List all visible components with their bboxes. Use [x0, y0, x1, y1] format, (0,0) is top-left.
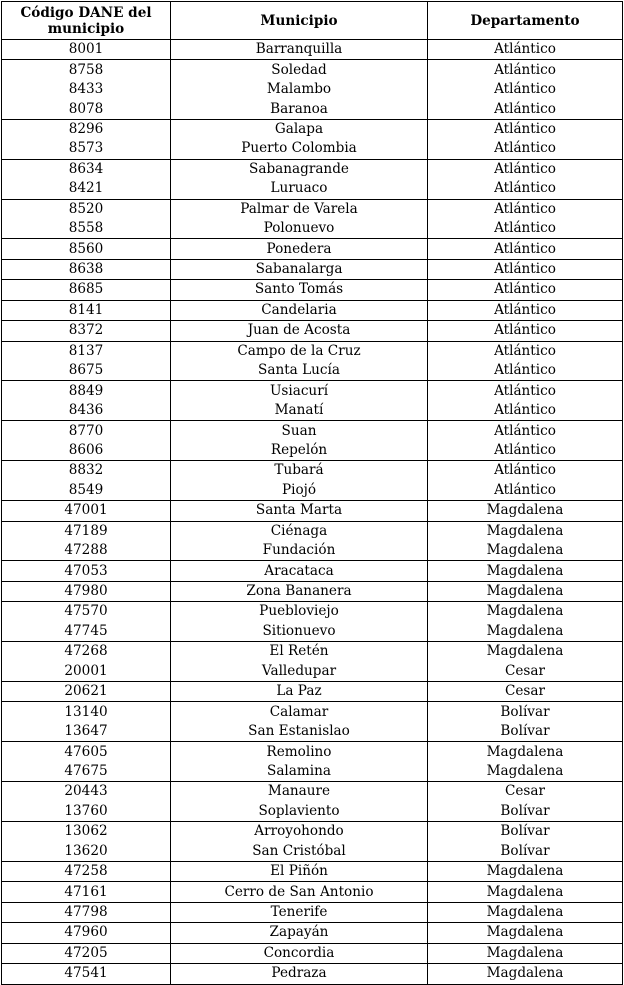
cell-departamento: Atlántico	[428, 361, 623, 381]
cell-departamento: Atlántico	[428, 421, 623, 441]
cell-code: 8634	[2, 159, 171, 179]
table-row	[2, 782, 623, 802]
table-row	[2, 421, 623, 441]
municipios-table	[1, 1, 623, 985]
cell-municipio: Ponedera	[171, 239, 428, 259]
cell-departamento: Magdalena	[428, 642, 623, 662]
table-row	[2, 521, 623, 541]
table-row	[2, 842, 623, 862]
cell-code: 20001	[2, 662, 171, 682]
table-row	[2, 822, 623, 842]
cell-code: 47541	[2, 964, 171, 984]
cell-departamento: Atlántico	[428, 461, 623, 481]
cell-municipio: El Piñón	[171, 861, 428, 881]
table-row	[2, 861, 623, 881]
cell-code: 8137	[2, 341, 171, 361]
table-row	[2, 401, 623, 421]
table-row	[2, 762, 623, 782]
cell-departamento: Atlántico	[428, 139, 623, 159]
table-row	[2, 461, 623, 481]
table-row	[2, 642, 623, 662]
cell-municipio: Zona Bananera	[171, 581, 428, 601]
table-body	[2, 40, 623, 985]
cell-municipio: Remolino	[171, 742, 428, 762]
cell-departamento: Magdalena	[428, 861, 623, 881]
cell-code: 47205	[2, 943, 171, 963]
cell-municipio: Fundación	[171, 541, 428, 561]
cell-code: 8078	[2, 99, 171, 119]
cell-departamento: Magdalena	[428, 902, 623, 922]
cell-departamento: Atlántico	[428, 401, 623, 421]
cell-municipio: Cerro de San Antonio	[171, 882, 428, 902]
cell-departamento: Atlántico	[428, 60, 623, 80]
cell-code: 8520	[2, 199, 171, 219]
table-row	[2, 60, 623, 80]
table-row	[2, 179, 623, 199]
table-header	[2, 2, 623, 40]
cell-departamento: Atlántico	[428, 40, 623, 60]
cell-municipio: Soledad	[171, 60, 428, 80]
cell-departamento: Magdalena	[428, 501, 623, 521]
cell-departamento: Magdalena	[428, 882, 623, 902]
cell-municipio: Candelaria	[171, 300, 428, 320]
cell-code: 8001	[2, 40, 171, 60]
cell-departamento: Magdalena	[428, 581, 623, 601]
cell-municipio: Juan de Acosta	[171, 321, 428, 341]
table-row	[2, 259, 623, 279]
cell-municipio: Galapa	[171, 119, 428, 139]
cell-municipio: Soplaviento	[171, 802, 428, 822]
table-row	[2, 722, 623, 742]
cell-departamento: Magdalena	[428, 742, 623, 762]
cell-departamento: Magdalena	[428, 561, 623, 581]
cell-departamento: Bolívar	[428, 802, 623, 822]
cell-code: 8638	[2, 259, 171, 279]
cell-departamento: Cesar	[428, 682, 623, 702]
cell-departamento: Atlántico	[428, 259, 623, 279]
cell-municipio: Manaure	[171, 782, 428, 802]
table-row	[2, 159, 623, 179]
cell-code: 8685	[2, 280, 171, 300]
cell-municipio: Salamina	[171, 762, 428, 782]
cell-municipio: Barranquilla	[171, 40, 428, 60]
table-row	[2, 300, 623, 320]
cell-code: 47053	[2, 561, 171, 581]
cell-code: 8421	[2, 179, 171, 199]
cell-departamento: Magdalena	[428, 521, 623, 541]
column-header-code: Código DANE del municipio	[2, 2, 171, 40]
cell-code: 20621	[2, 682, 171, 702]
table-row	[2, 80, 623, 99]
cell-municipio: Santa Lucía	[171, 361, 428, 381]
cell-municipio: Sitionuevo	[171, 622, 428, 642]
cell-code: 13140	[2, 702, 171, 722]
cell-code: 8549	[2, 481, 171, 501]
cell-code: 8573	[2, 139, 171, 159]
table-row	[2, 902, 623, 922]
cell-code: 8141	[2, 300, 171, 320]
cell-municipio: Polonuevo	[171, 219, 428, 239]
cell-departamento: Magdalena	[428, 541, 623, 561]
cell-municipio: Manatí	[171, 401, 428, 421]
cell-code: 47258	[2, 861, 171, 881]
table-row	[2, 361, 623, 381]
column-header-departamento: Departamento	[428, 2, 623, 40]
cell-municipio: Malambo	[171, 80, 428, 99]
cell-departamento: Atlántico	[428, 80, 623, 99]
cell-municipio: Palmar de Varela	[171, 199, 428, 219]
table-row	[2, 501, 623, 521]
cell-code: 47161	[2, 882, 171, 902]
cell-code: 47745	[2, 622, 171, 642]
cell-code: 47189	[2, 521, 171, 541]
cell-departamento: Magdalena	[428, 602, 623, 622]
cell-municipio: Santa Marta	[171, 501, 428, 521]
cell-municipio: Campo de la Cruz	[171, 341, 428, 361]
cell-municipio: Concordia	[171, 943, 428, 963]
cell-municipio: Baranoa	[171, 99, 428, 119]
cell-municipio: Aracataca	[171, 561, 428, 581]
cell-departamento: Atlántico	[428, 280, 623, 300]
table-row	[2, 441, 623, 461]
cell-code: 8433	[2, 80, 171, 99]
cell-departamento: Atlántico	[428, 481, 623, 501]
cell-code: 8560	[2, 239, 171, 259]
cell-municipio: Suan	[171, 421, 428, 441]
table-row	[2, 662, 623, 682]
cell-municipio: Repelón	[171, 441, 428, 461]
table-row	[2, 602, 623, 622]
table-row	[2, 702, 623, 722]
column-header-municipio: Municipio	[171, 2, 428, 40]
cell-municipio: Piojó	[171, 481, 428, 501]
cell-code: 13062	[2, 822, 171, 842]
table-row	[2, 119, 623, 139]
cell-departamento: Atlántico	[428, 219, 623, 239]
table-row	[2, 964, 623, 984]
cell-code: 8832	[2, 461, 171, 481]
cell-code: 13620	[2, 842, 171, 862]
table-row	[2, 943, 623, 963]
table-row	[2, 219, 623, 239]
cell-code: 8770	[2, 421, 171, 441]
cell-departamento: Atlántico	[428, 159, 623, 179]
cell-code: 13760	[2, 802, 171, 822]
cell-code: 47268	[2, 642, 171, 662]
cell-departamento: Atlántico	[428, 441, 623, 461]
cell-code: 47605	[2, 742, 171, 762]
cell-departamento: Atlántico	[428, 119, 623, 139]
cell-code: 47980	[2, 581, 171, 601]
cell-departamento: Magdalena	[428, 762, 623, 782]
cell-departamento: Atlántico	[428, 179, 623, 199]
cell-code: 47570	[2, 602, 171, 622]
table-row	[2, 581, 623, 601]
table-row	[2, 622, 623, 642]
cell-code: 8606	[2, 441, 171, 461]
cell-code: 47675	[2, 762, 171, 782]
cell-municipio: Valledupar	[171, 662, 428, 682]
cell-code: 8558	[2, 219, 171, 239]
cell-code: 13647	[2, 722, 171, 742]
table-row	[2, 280, 623, 300]
table-row	[2, 239, 623, 259]
cell-departamento: Atlántico	[428, 321, 623, 341]
table-row	[2, 99, 623, 119]
cell-municipio: La Paz	[171, 682, 428, 702]
cell-municipio: Ciénaga	[171, 521, 428, 541]
cell-municipio: Arroyohondo	[171, 822, 428, 842]
cell-code: 8758	[2, 60, 171, 80]
cell-departamento: Atlántico	[428, 199, 623, 219]
table-row	[2, 321, 623, 341]
cell-municipio: San Estanislao	[171, 722, 428, 742]
cell-code: 47288	[2, 541, 171, 561]
table-row	[2, 139, 623, 159]
table-row	[2, 541, 623, 561]
cell-departamento: Atlántico	[428, 300, 623, 320]
cell-departamento: Magdalena	[428, 923, 623, 943]
cell-code: 8849	[2, 381, 171, 401]
cell-municipio: Santo Tomás	[171, 280, 428, 300]
cell-municipio: San Cristóbal	[171, 842, 428, 862]
table-row	[2, 199, 623, 219]
cell-departamento: Magdalena	[428, 622, 623, 642]
table-row	[2, 341, 623, 361]
table-row	[2, 802, 623, 822]
table-row	[2, 381, 623, 401]
cell-municipio: Luruaco	[171, 179, 428, 199]
cell-code: 8675	[2, 361, 171, 381]
cell-municipio: Tubará	[171, 461, 428, 481]
table-row	[2, 481, 623, 501]
cell-departamento: Bolívar	[428, 822, 623, 842]
cell-municipio: Sabanalarga	[171, 259, 428, 279]
cell-code: 47960	[2, 923, 171, 943]
cell-code: 8296	[2, 119, 171, 139]
cell-municipio: Zapayán	[171, 923, 428, 943]
cell-municipio: Sabanagrande	[171, 159, 428, 179]
table-row	[2, 742, 623, 762]
cell-code: 8372	[2, 321, 171, 341]
cell-municipio: Pedraza	[171, 964, 428, 984]
cell-departamento: Atlántico	[428, 341, 623, 361]
cell-departamento: Bolívar	[428, 842, 623, 862]
header-row	[2, 2, 623, 40]
table-row	[2, 40, 623, 60]
cell-departamento: Bolívar	[428, 702, 623, 722]
cell-municipio: Usiacurí	[171, 381, 428, 401]
table-row	[2, 923, 623, 943]
table-row	[2, 561, 623, 581]
table-row	[2, 682, 623, 702]
cell-code: 20443	[2, 782, 171, 802]
cell-code: 47001	[2, 501, 171, 521]
cell-code: 8436	[2, 401, 171, 421]
cell-code: 47798	[2, 902, 171, 922]
cell-departamento: Cesar	[428, 782, 623, 802]
cell-municipio: Puerto Colombia	[171, 139, 428, 159]
cell-municipio: Tenerife	[171, 902, 428, 922]
cell-departamento: Cesar	[428, 662, 623, 682]
cell-departamento: Bolívar	[428, 722, 623, 742]
cell-departamento: Atlántico	[428, 99, 623, 119]
cell-departamento: Atlántico	[428, 381, 623, 401]
cell-municipio: El Retén	[171, 642, 428, 662]
cell-departamento: Magdalena	[428, 964, 623, 984]
cell-municipio: Calamar	[171, 702, 428, 722]
cell-municipio: Puebloviejo	[171, 602, 428, 622]
cell-departamento: Magdalena	[428, 943, 623, 963]
table-row	[2, 882, 623, 902]
cell-departamento: Atlántico	[428, 239, 623, 259]
